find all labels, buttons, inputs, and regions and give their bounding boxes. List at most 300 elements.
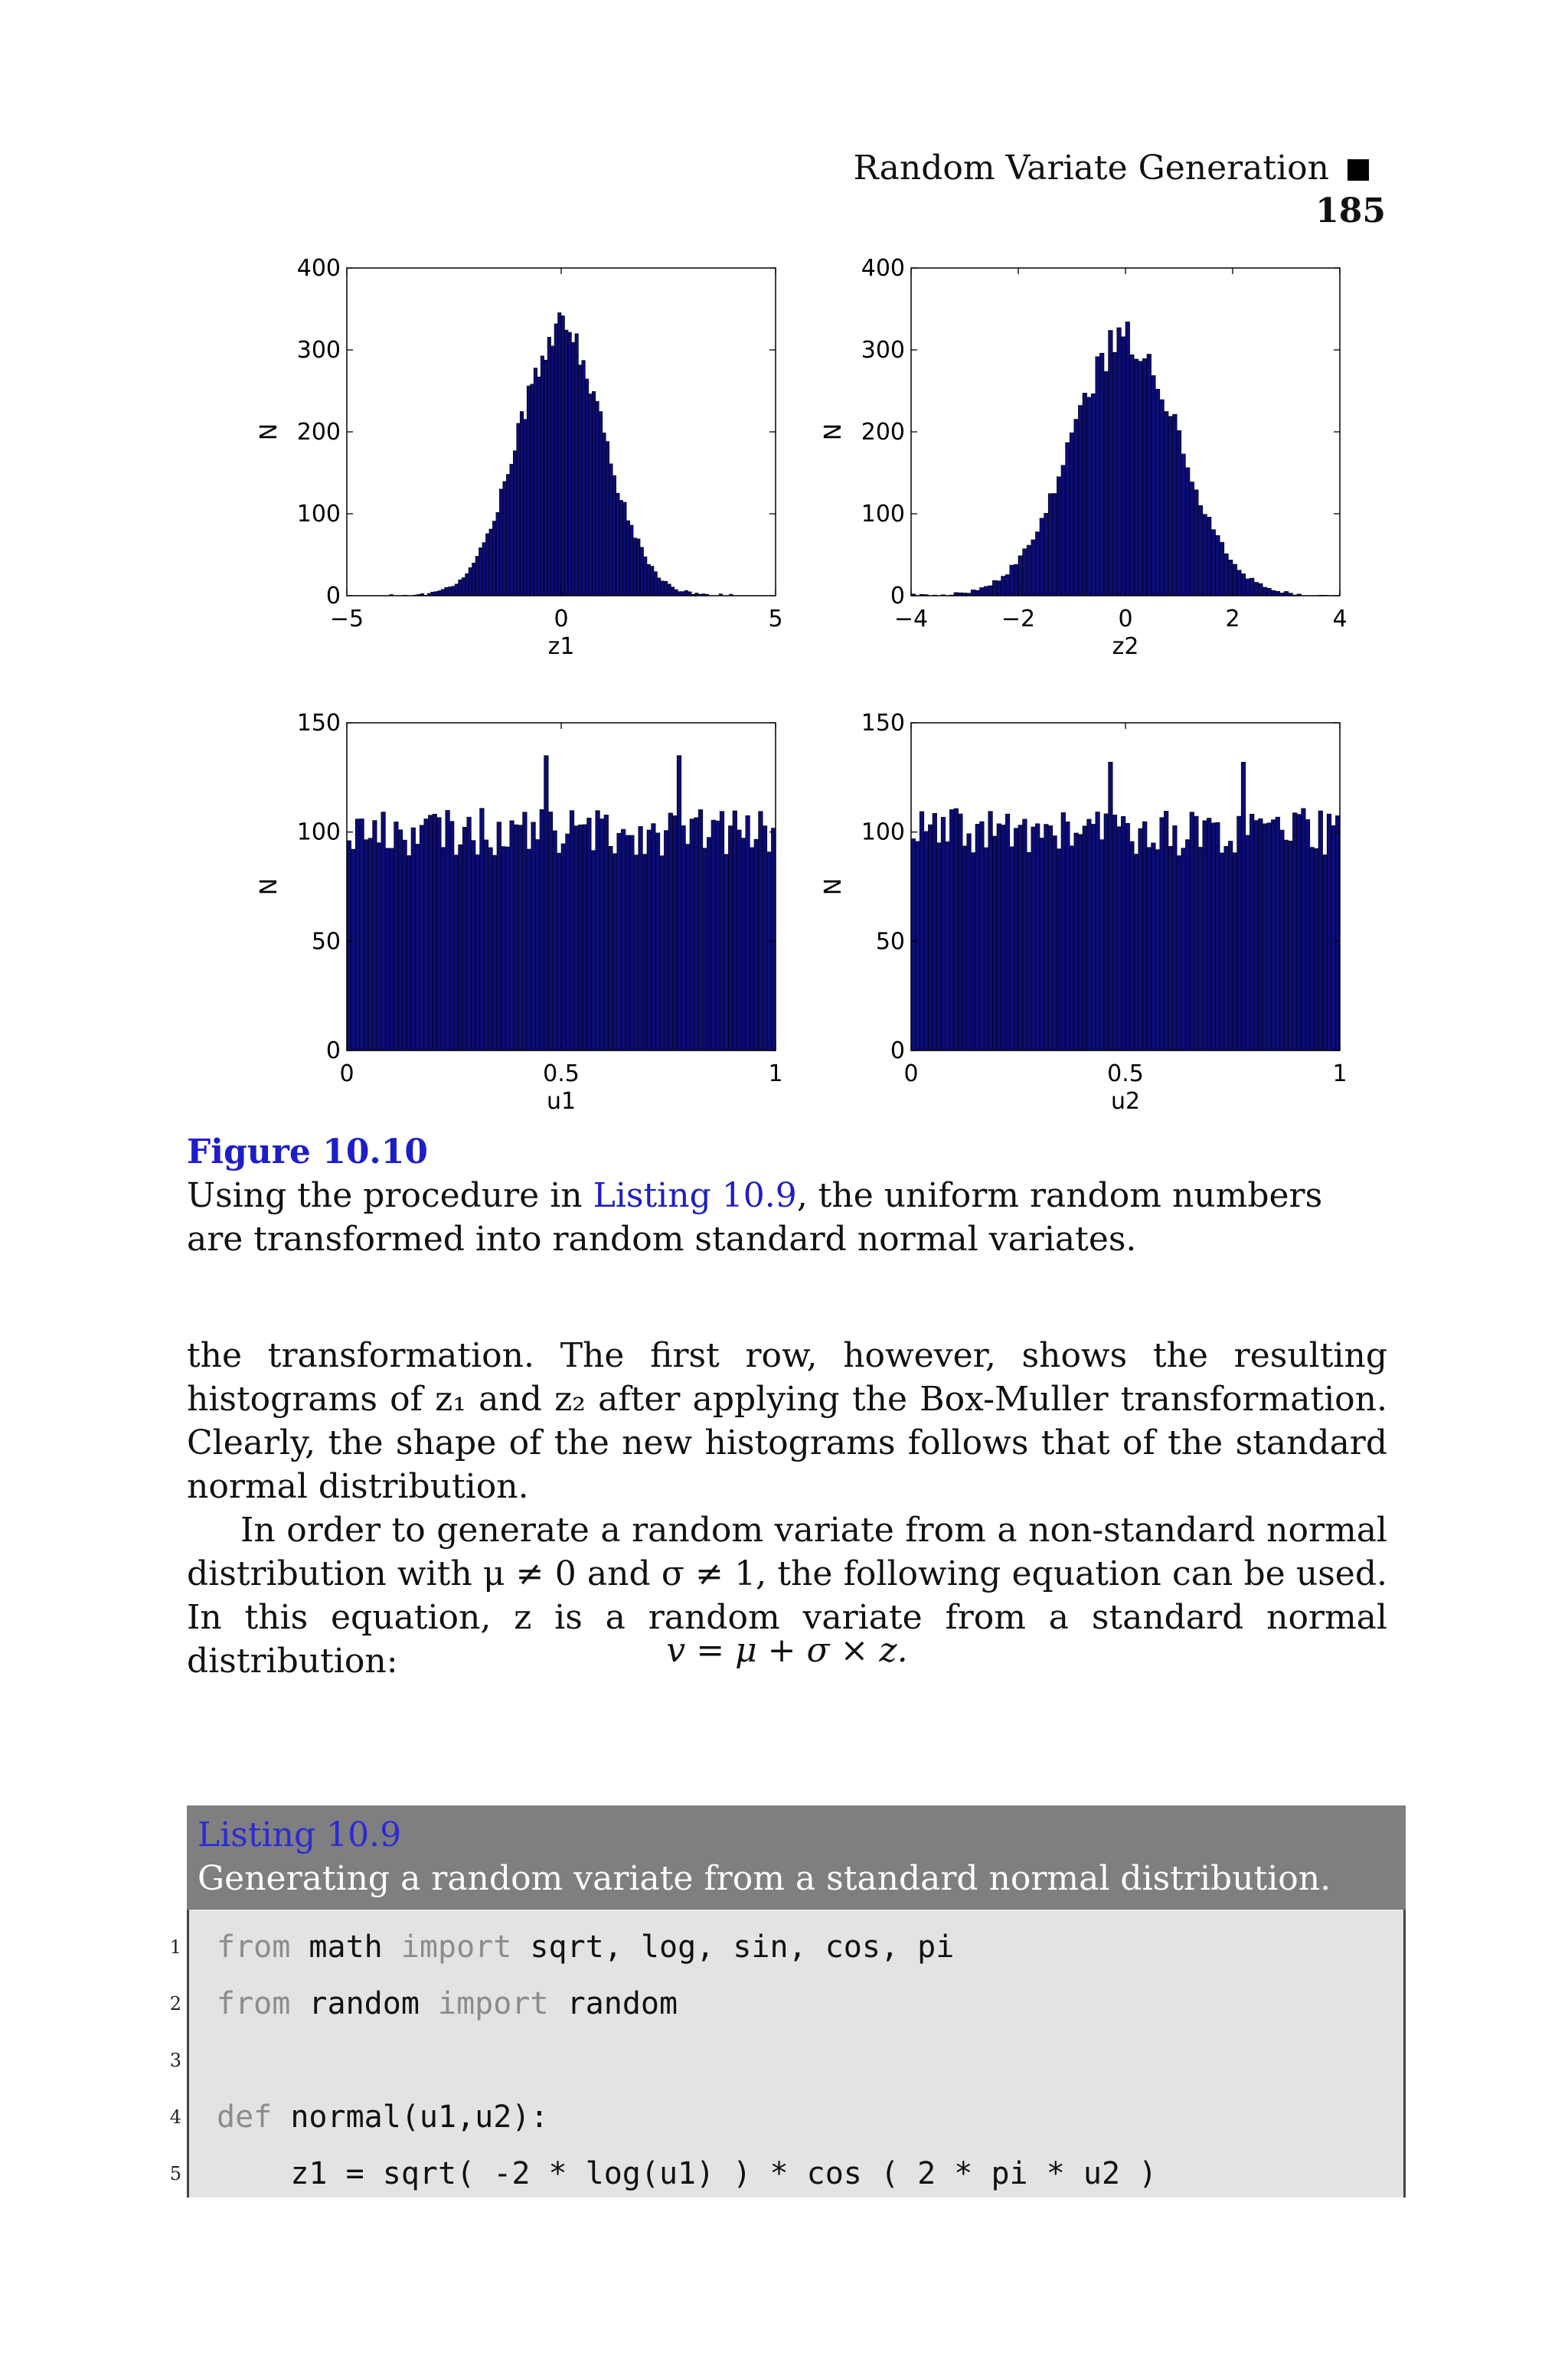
running-title: Random Variate Generation xyxy=(853,149,1329,188)
histogram-bar xyxy=(661,581,664,596)
histogram-bar xyxy=(466,573,469,596)
histogram-bar xyxy=(591,851,596,1051)
histogram-bar xyxy=(647,564,650,596)
histogram-bar xyxy=(455,584,458,596)
histogram-bar xyxy=(971,853,975,1051)
histogram-bar xyxy=(1152,375,1156,596)
y-tick-label: 400 xyxy=(861,255,905,282)
code-keyword: from xyxy=(217,1930,291,1965)
histogram-bar xyxy=(1259,583,1263,596)
histogram-bar xyxy=(566,834,570,1051)
histogram-bar xyxy=(1327,814,1331,1051)
histogram-bar xyxy=(1263,824,1267,1051)
histogram-bar xyxy=(1125,322,1130,596)
histogram-bar xyxy=(484,840,488,1051)
histogram-bar xyxy=(1233,564,1237,596)
histogram-bar xyxy=(1177,430,1181,596)
histogram-bar xyxy=(1224,846,1229,1051)
histogram-bar xyxy=(1314,848,1318,1051)
histogram-bar xyxy=(531,822,536,1051)
histogram-bar xyxy=(587,818,592,1051)
histogram-bar xyxy=(946,841,950,1051)
histogram-bar xyxy=(599,819,604,1051)
listing-link[interactable]: Listing 10.9 xyxy=(593,1176,797,1215)
histogram-bar xyxy=(1211,823,1216,1051)
histogram-bar xyxy=(1207,818,1211,1051)
histogram-bar xyxy=(541,356,544,596)
histogram-bar xyxy=(558,312,561,596)
histogram-bar xyxy=(937,843,942,1051)
x-tick-label: 4 xyxy=(1332,606,1348,632)
histogram-bar xyxy=(616,493,619,596)
x-tick-label: 2 xyxy=(1225,606,1240,632)
histogram-bar xyxy=(1091,394,1096,596)
histogram-bar xyxy=(1155,389,1160,596)
histogram-bar xyxy=(531,384,534,596)
histogram-bar xyxy=(637,539,640,596)
histogram-bar xyxy=(596,401,599,596)
paragraph-1: the transformation. The first row, however, shows the resulting histograms of z₁ and z₂ after applying the Box-Muller transformation. Clearly, the shape of the new histograms follows that of the standard normal distribution. xyxy=(187,1336,1387,1506)
histogram-bar xyxy=(1083,826,1087,1051)
histogram-bar xyxy=(394,822,399,1051)
histogram-bar xyxy=(984,848,988,1051)
histogram-bar xyxy=(980,822,985,1051)
histogram-bar xyxy=(1190,482,1194,596)
histogram-bar xyxy=(574,826,579,1051)
y-tick-label: 0 xyxy=(890,1037,905,1064)
x-tick-label: −2 xyxy=(1001,606,1036,632)
histogram-bar xyxy=(1117,827,1122,1051)
histogram-bar xyxy=(497,822,501,1051)
histogram-bar xyxy=(916,841,920,1051)
histogram-bar xyxy=(1259,819,1263,1051)
x-tick-label: 0 xyxy=(339,1060,354,1087)
histogram-bar xyxy=(1241,573,1246,596)
histogram-bar xyxy=(1014,828,1018,1051)
histogram-bar xyxy=(609,464,612,596)
histogram-bar xyxy=(448,587,451,596)
x-tick-label: 0 xyxy=(1118,606,1133,632)
histogram-bar xyxy=(1121,816,1125,1051)
running-head xyxy=(796,147,1386,233)
y-tick-label: 100 xyxy=(296,819,341,846)
histogram-bar xyxy=(668,813,673,1051)
histogram-bar xyxy=(446,810,450,1051)
histogram-bar xyxy=(459,580,462,596)
y-tick-label: 150 xyxy=(861,710,905,737)
histogram-bar xyxy=(420,825,424,1051)
histogram-bar xyxy=(571,342,574,596)
histogram-bar xyxy=(754,839,759,1051)
histogram-bar xyxy=(524,420,527,596)
histogram-bar xyxy=(992,836,997,1051)
caption-text-before: Using the procedure in xyxy=(187,1176,593,1215)
histogram-bar xyxy=(975,590,980,596)
histogram-bar xyxy=(962,846,967,1051)
histogram-bar xyxy=(492,521,495,596)
page-number: 185 xyxy=(1315,191,1386,230)
histogram-bar xyxy=(537,377,541,596)
histogram-bar xyxy=(626,835,630,1051)
histogram-bar xyxy=(1216,535,1220,596)
histogram-panel-u1 xyxy=(256,710,783,1115)
histogram-bar xyxy=(1087,397,1092,596)
code-keyword: from xyxy=(217,1986,291,2021)
histogram-bar xyxy=(698,809,703,1051)
histogram-bar xyxy=(1001,577,1006,596)
histogram-bar xyxy=(557,853,561,1051)
code-keyword: import xyxy=(400,1930,512,1965)
histogram-bar xyxy=(561,315,564,596)
histogram-bar xyxy=(1104,371,1109,596)
histogram-bar xyxy=(626,521,629,596)
histogram-bar xyxy=(967,834,972,1051)
histogram-bar xyxy=(578,365,581,596)
listing-title: Generating a random variate from a standard normal distribution. xyxy=(198,1859,1331,1898)
line-number: 3 xyxy=(169,2050,181,2071)
y-tick-label: 50 xyxy=(875,928,905,956)
listing-code xyxy=(169,1910,1406,2197)
histogram-bar xyxy=(520,411,523,596)
histogram-bar xyxy=(398,830,403,1051)
histogram-bar xyxy=(472,563,475,596)
histogram-bar xyxy=(1276,591,1280,596)
histogram-bar xyxy=(1099,840,1104,1051)
histogram-bar xyxy=(1053,836,1057,1051)
histogram-bar xyxy=(1267,823,1272,1051)
histogram-bar xyxy=(373,821,377,1051)
histogram-bar xyxy=(1194,490,1199,596)
histogram-bar xyxy=(1138,828,1143,1051)
histogram-bar xyxy=(1331,825,1336,1051)
y-tick-label: 300 xyxy=(296,337,341,364)
histogram-bar xyxy=(381,812,386,1051)
histogram-bar xyxy=(1250,578,1254,596)
histogram-panel-u2 xyxy=(820,710,1348,1115)
code-keyword: import xyxy=(437,1986,549,2021)
histogram-bar xyxy=(355,819,360,1051)
histogram-bar xyxy=(575,334,578,596)
histogram-bar xyxy=(1289,841,1293,1051)
histogram-bar xyxy=(1305,819,1310,1051)
histogram-bar xyxy=(1048,825,1053,1051)
y-axis-label: N xyxy=(820,423,847,441)
histogram-bar xyxy=(462,578,465,596)
histogram-bar xyxy=(652,824,656,1051)
histogram-bar xyxy=(510,464,513,596)
histogram-bar xyxy=(1014,564,1018,596)
histogram-bar xyxy=(407,855,411,1051)
histogram-bar xyxy=(441,848,446,1051)
histogram-bar xyxy=(535,840,540,1051)
histogram-bar xyxy=(1297,815,1302,1051)
histogram-bar xyxy=(733,811,737,1051)
histogram-bar xyxy=(639,826,643,1051)
histogram-bar xyxy=(1005,575,1010,596)
histogram-bar xyxy=(1216,822,1220,1051)
histogram-bar xyxy=(675,590,678,596)
x-axis-label: z1 xyxy=(547,633,575,660)
histogram-bar xyxy=(633,538,636,596)
histogram-panel-z2 xyxy=(820,255,1348,660)
histogram-bar xyxy=(1104,814,1109,1051)
histogram-bar xyxy=(1142,358,1147,596)
histogram-bar xyxy=(578,825,583,1051)
x-axis-label: z2 xyxy=(1112,633,1139,660)
histogram-bar xyxy=(434,592,437,596)
histogram-bar xyxy=(503,482,506,596)
histogram-bar xyxy=(1173,825,1178,1051)
histogram-bar xyxy=(1246,579,1250,596)
histogram-bar xyxy=(728,826,733,1051)
histogram-bar xyxy=(604,815,609,1051)
histogram-bar xyxy=(1181,454,1186,596)
histogram-bar xyxy=(1018,556,1023,596)
histogram-bar xyxy=(1091,824,1096,1051)
histogram-bar xyxy=(547,337,550,596)
histogram-bar xyxy=(347,841,351,1051)
y-tick-label: 0 xyxy=(325,1037,341,1064)
histogram-bar xyxy=(1096,357,1100,596)
histogram-bar xyxy=(992,580,997,596)
histogram-bar xyxy=(1271,820,1276,1051)
histogram-bar xyxy=(1027,852,1031,1051)
histogram-bar xyxy=(548,812,553,1051)
histogram-bar xyxy=(1061,466,1066,596)
histogram-bar xyxy=(1048,494,1053,596)
histogram-bar xyxy=(534,368,537,596)
histogram-bar xyxy=(403,840,407,1051)
histogram-bar xyxy=(1173,414,1178,596)
histogram-bar xyxy=(1284,840,1289,1051)
histogram-bar xyxy=(767,852,772,1051)
histogram-bar xyxy=(759,812,763,1051)
y-tick-label: 0 xyxy=(325,583,341,609)
x-tick-label: 0 xyxy=(554,606,569,632)
histogram-bar xyxy=(1061,812,1066,1051)
histogram-bar xyxy=(741,838,746,1051)
histogram-bar xyxy=(746,815,750,1051)
histogram-bar xyxy=(1005,814,1010,1051)
histogram-bar xyxy=(564,330,567,596)
histogram-bar xyxy=(1117,328,1122,596)
histogram-bar xyxy=(368,838,373,1051)
histogram-bar xyxy=(582,361,585,596)
histogram-bar xyxy=(424,819,429,1051)
histogram-bar xyxy=(568,332,571,596)
histogram-bar xyxy=(650,567,653,596)
code-text: math xyxy=(290,1930,401,1965)
histogram-bar xyxy=(673,815,678,1051)
histogram-bar xyxy=(720,812,724,1051)
y-axis-label: N xyxy=(820,877,847,896)
histogram-bar xyxy=(599,412,602,596)
equation: v = μ + σ × z. xyxy=(666,1631,908,1670)
histogram-bar xyxy=(988,812,993,1051)
caption-text-after: , the uniform random numbers are transformed into random standard normal variates. xyxy=(187,1176,1323,1259)
histogram-bar xyxy=(480,809,485,1051)
histogram-bar xyxy=(1125,823,1130,1051)
code-keyword: def xyxy=(217,2099,273,2135)
histogram-bar xyxy=(660,856,665,1051)
histogram-bar xyxy=(664,831,668,1051)
histogram-bar xyxy=(1066,822,1070,1051)
histogram-bar xyxy=(1147,848,1152,1051)
histogram-bar xyxy=(668,584,671,596)
code-line xyxy=(169,1975,1403,2032)
histogram-bar xyxy=(634,855,639,1051)
histogram-bar xyxy=(570,811,574,1051)
histogram-bar xyxy=(469,567,472,596)
histogram-bar xyxy=(1074,833,1079,1051)
histogram-bar xyxy=(544,756,549,1051)
x-tick-label: 1 xyxy=(1332,1060,1348,1087)
line-number: 2 xyxy=(169,1993,181,2014)
histogram-bar xyxy=(928,825,933,1051)
histogram-bar xyxy=(603,433,606,596)
histogram-bar xyxy=(438,591,441,596)
y-tick-label: 400 xyxy=(296,255,341,282)
histogram-bar xyxy=(1001,825,1006,1051)
histogram-bar xyxy=(642,854,647,1051)
histogram-bar xyxy=(1323,854,1328,1051)
histogram-bar xyxy=(1121,337,1125,596)
histogram-bar xyxy=(514,825,518,1051)
histogram-bar xyxy=(501,847,506,1051)
histogram-bar xyxy=(1233,853,1237,1051)
histogram-bar xyxy=(360,819,364,1051)
histogram-bar xyxy=(475,557,479,596)
histogram-bar xyxy=(510,821,514,1051)
histogram-bar xyxy=(654,572,657,596)
code-text: random xyxy=(290,1986,438,2021)
histogram-bar xyxy=(933,813,937,1051)
histogram-bar xyxy=(489,529,492,596)
histogram-bar xyxy=(1130,841,1135,1051)
histogram-bar xyxy=(475,854,480,1051)
histogram-bar xyxy=(485,534,488,596)
histogram-bar xyxy=(1035,824,1040,1051)
histogram-bar xyxy=(1220,853,1224,1051)
histogram-bar xyxy=(1070,846,1074,1051)
histogram-bar xyxy=(1078,405,1083,596)
histogram-bar xyxy=(984,587,988,596)
histogram-bar xyxy=(1190,812,1194,1051)
y-tick-label: 100 xyxy=(296,501,341,528)
histogram-bar xyxy=(1138,361,1143,596)
histogram-bar xyxy=(1134,359,1138,596)
histogram-bar xyxy=(1224,554,1229,596)
histogram-bar xyxy=(644,557,647,596)
histogram-bar xyxy=(703,848,707,1051)
histogram-bar xyxy=(924,832,929,1051)
code-listing xyxy=(169,1805,1406,2197)
histogram-bar xyxy=(1130,355,1135,596)
histogram-bar xyxy=(1237,816,1242,1051)
histogram-bar xyxy=(1057,849,1061,1051)
figure-histograms xyxy=(230,245,1363,1118)
histogram-bar xyxy=(1237,570,1242,596)
histogram-bar xyxy=(505,847,510,1051)
histogram-bar xyxy=(1284,591,1289,596)
histogram-bar xyxy=(1023,549,1027,596)
histogram-bar xyxy=(640,547,643,596)
figure-label: Figure 10.10 xyxy=(187,1132,428,1171)
histogram-bar xyxy=(677,756,681,1051)
histogram-bar xyxy=(685,845,690,1051)
histogram-bar xyxy=(949,809,954,1051)
histogram-bar xyxy=(551,346,554,596)
histogram-bar xyxy=(1211,530,1216,596)
histogram-bar xyxy=(1177,856,1181,1051)
histogram-bar xyxy=(1070,433,1074,596)
x-axis-label: u2 xyxy=(1110,1088,1141,1115)
histogram-bar xyxy=(1160,818,1165,1051)
histogram-bar xyxy=(997,581,1001,596)
histogram-bar xyxy=(462,827,467,1051)
histogram-bar xyxy=(1057,477,1061,596)
histogram-bar xyxy=(433,814,437,1051)
histogram-bar xyxy=(971,590,975,596)
y-tick-label: 300 xyxy=(861,337,905,364)
line-number: 1 xyxy=(169,1936,181,1958)
histogram-bar xyxy=(1271,590,1276,596)
histogram-bar xyxy=(630,525,633,596)
histogram-bar xyxy=(724,854,729,1051)
histogram-bar xyxy=(471,841,475,1051)
histogram-bar xyxy=(496,512,499,596)
histogram-bar xyxy=(1310,848,1315,1051)
histogram-bar xyxy=(377,843,381,1051)
histogram-bar xyxy=(1220,542,1224,596)
histogram-bar xyxy=(499,489,502,596)
histogram-bar xyxy=(1254,582,1259,596)
histogram-bar xyxy=(1254,820,1259,1051)
histogram-bar xyxy=(771,828,776,1051)
histogram-bar xyxy=(694,818,699,1051)
listing-label[interactable]: Listing 10.9 xyxy=(198,1815,402,1854)
histogram-bar xyxy=(980,587,985,596)
code-text: random xyxy=(548,1986,678,2021)
y-tick-label: 100 xyxy=(861,819,905,846)
histogram-bar xyxy=(1099,353,1104,596)
histogram-bar xyxy=(416,844,420,1051)
histogram-bar xyxy=(1335,815,1340,1051)
histogram-bar xyxy=(527,849,531,1051)
histogram-bar xyxy=(1109,330,1113,596)
histogram-bar xyxy=(1155,850,1160,1051)
y-axis-label: N xyxy=(256,423,283,441)
x-axis-label: u1 xyxy=(546,1088,577,1115)
histogram-bar xyxy=(1078,835,1083,1051)
histogram-bar xyxy=(911,838,916,1051)
histogram-bar xyxy=(1198,505,1203,596)
histogram-panel-z1 xyxy=(256,255,783,660)
histogram-bar xyxy=(920,812,924,1051)
histogram-bar xyxy=(479,547,482,596)
histogram-bar xyxy=(681,825,686,1051)
listing-header xyxy=(187,1805,1406,1910)
histogram-bar xyxy=(527,386,530,596)
histogram-bar xyxy=(1010,847,1014,1051)
histogram-bar xyxy=(1074,420,1079,596)
histogram-bar xyxy=(1207,517,1211,596)
histogram-bar xyxy=(585,379,588,596)
histogram-bar xyxy=(630,835,635,1051)
histogram-bar xyxy=(678,592,681,596)
histogram-bar xyxy=(1087,819,1092,1051)
histogram-bar xyxy=(351,849,356,1051)
